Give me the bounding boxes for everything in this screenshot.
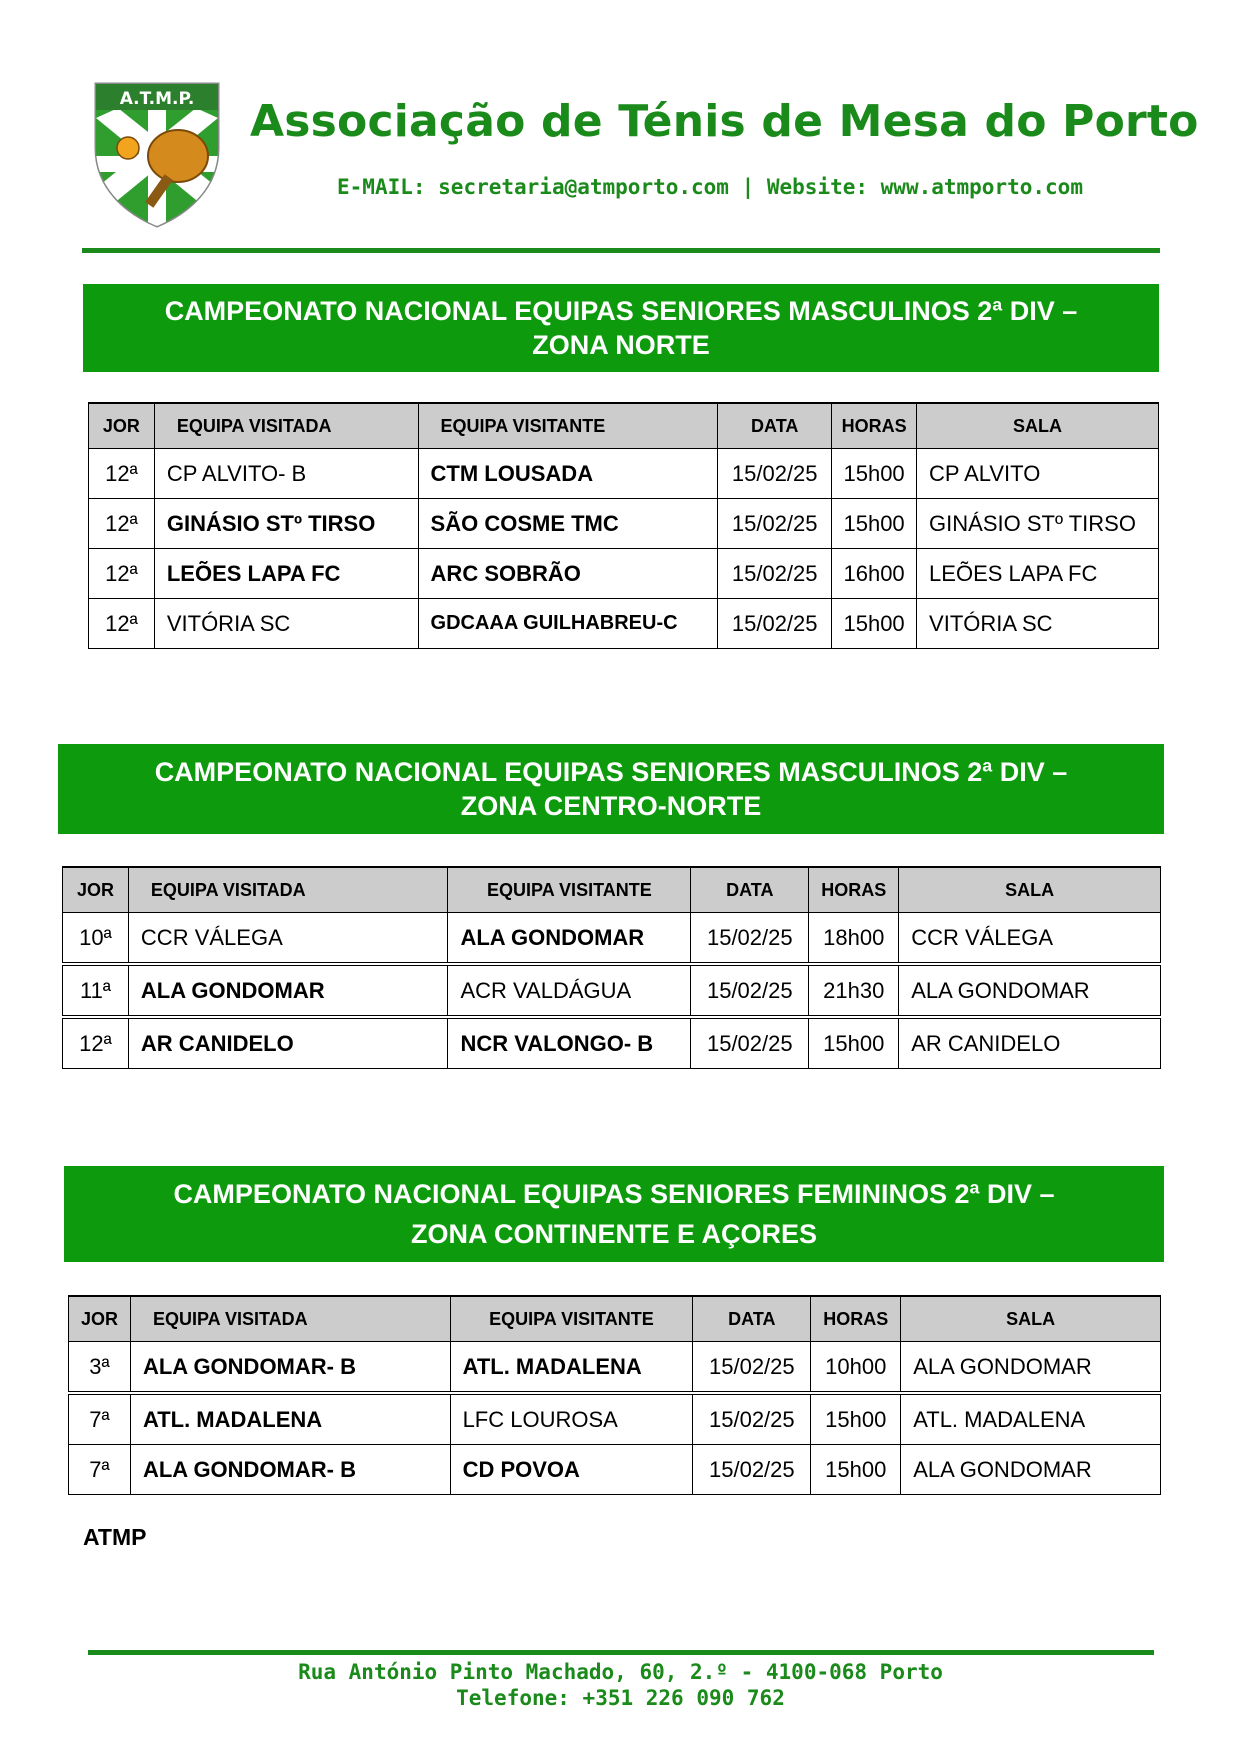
col-equipa-visitada: EQUIPA VISITADA (130, 1296, 450, 1342)
cell-time: 15h00 (832, 599, 917, 649)
cell-home-team: ATL. MADALENA (130, 1393, 450, 1445)
footer-address: Rua António Pinto Machado, 60, 2.º - 4100-068 Porto (298, 1660, 943, 1684)
cell-jor: 7ª (69, 1393, 131, 1445)
cell-away-team: CD POVOA (450, 1445, 693, 1495)
col-equipa-visitante: EQUIPA VISITANTE (418, 403, 718, 449)
col-sala: SALA (901, 1296, 1161, 1342)
cell-away-team: GDCAAA GUILHABREU-C (418, 599, 718, 649)
cell-date: 15/02/25 (718, 449, 832, 499)
cell-away-team: NCR VALONGO- B (448, 1017, 691, 1069)
cell-jor: 12ª (89, 549, 155, 599)
col-equipa-visitante: EQUIPA VISITANTE (448, 867, 691, 913)
cell-time: 15h00 (811, 1393, 901, 1445)
cell-home-team: VITÓRIA SC (154, 599, 418, 649)
cell-date: 15/02/25 (718, 549, 832, 599)
section-banner-zona-continente-acores (64, 1166, 1164, 1262)
cell-away-team: SÃO COSME TMC (418, 499, 718, 549)
table-row (69, 1393, 1161, 1445)
col-horas: HORAS (811, 1296, 901, 1342)
cell-venue: CCR VÁLEGA (899, 913, 1161, 965)
cell-time: 15h00 (832, 499, 917, 549)
cell-away-team: CTM LOUSADA (418, 449, 718, 499)
cell-away-team: LFC LOUROSA (450, 1393, 693, 1445)
cell-jor: 10ª (63, 913, 129, 965)
table-row (89, 449, 1159, 499)
cell-time: 15h00 (809, 1017, 899, 1069)
cell-home-team: AR CANIDELO (128, 1017, 448, 1069)
col-sala: SALA (917, 403, 1159, 449)
cell-date: 15/02/25 (693, 1445, 811, 1495)
organization-name: Associação de Ténis de Mesa do Porto (250, 96, 1199, 147)
table-row (89, 499, 1159, 549)
cell-time: 18h00 (809, 913, 899, 965)
signature: ATMP (83, 1524, 147, 1550)
col-data: DATA (718, 403, 832, 449)
footer-phone: Telefone: +351 226 090 762 (456, 1686, 785, 1710)
cell-home-team: ALA GONDOMAR (128, 964, 448, 1017)
fixtures-table-zona-norte (88, 402, 1159, 649)
cell-venue: ALA GONDOMAR (901, 1445, 1161, 1495)
cell-home-team: CCR VÁLEGA (128, 913, 448, 965)
table-row (63, 964, 1161, 1017)
col-equipa-visitada: EQUIPA VISITADA (154, 403, 418, 449)
cell-venue: ALA GONDOMAR (899, 964, 1161, 1017)
col-horas: HORAS (809, 867, 899, 913)
cell-home-team: ALA GONDOMAR- B (130, 1445, 450, 1495)
table-row (63, 1017, 1161, 1069)
section-banner-zona-centro-norte (58, 744, 1164, 834)
cell-date: 15/02/25 (691, 1017, 809, 1069)
section-title-line2: ZONA CENTRO-NORTE (460, 791, 762, 821)
cell-time: 21h30 (809, 964, 899, 1017)
col-jor: JOR (63, 867, 129, 913)
cell-venue: ALA GONDOMAR (901, 1342, 1161, 1394)
logo-text: A.T.M.P. (119, 89, 195, 109)
cell-home-team: CP ALVITO- B (154, 449, 418, 499)
cell-venue: ATL. MADALENA (901, 1393, 1161, 1445)
col-equipa-visitante: EQUIPA VISITANTE (450, 1296, 693, 1342)
cell-time: 10h00 (811, 1342, 901, 1394)
atmp-logo (88, 78, 226, 228)
contact-info: E-MAIL: secretaria@atmporto.com | Website: www.atmporto.com (337, 175, 1083, 199)
table-header-row (69, 1296, 1161, 1342)
cell-away-team: ATL. MADALENA (450, 1342, 693, 1394)
cell-venue: CP ALVITO (917, 449, 1159, 499)
cell-away-team: ARC SOBRÃO (418, 549, 718, 599)
col-data: DATA (693, 1296, 811, 1342)
cell-away-team: ALA GONDOMAR (448, 913, 691, 965)
cell-venue: GINÁSIO STº TIRSO (917, 499, 1159, 549)
table-row (63, 913, 1161, 965)
cell-date: 15/02/25 (691, 964, 809, 1017)
cell-date: 15/02/25 (718, 599, 832, 649)
table-row (69, 1445, 1161, 1495)
cell-jor: 12ª (89, 599, 155, 649)
header-divider (82, 248, 1160, 253)
section-title-line1: CAMPEONATO NACIONAL EQUIPAS SENIORES MASCULINOS 2ª DIV – (154, 757, 1068, 787)
section-title-line1: CAMPEONATO NACIONAL EQUIPAS SENIORES MASCULINOS 2ª DIV – (164, 296, 1078, 326)
cell-date: 15/02/25 (693, 1342, 811, 1394)
cell-venue: AR CANIDELO (899, 1017, 1161, 1069)
cell-jor: 12ª (89, 449, 155, 499)
footer-divider (88, 1650, 1154, 1655)
fixtures-table-zona-continente-acores (68, 1295, 1161, 1495)
cell-venue: LEÕES LAPA FC (917, 549, 1159, 599)
cell-time: 15h00 (832, 449, 917, 499)
cell-jor: 7ª (69, 1445, 131, 1495)
section-banner-zona-norte (83, 284, 1159, 372)
cell-venue: VITÓRIA SC (917, 599, 1159, 649)
cell-jor: 11ª (63, 964, 129, 1017)
section-title-line2: ZONA CONTINENTE E AÇORES (410, 1219, 817, 1249)
cell-date: 15/02/25 (693, 1393, 811, 1445)
col-equipa-visitada: EQUIPA VISITADA (128, 867, 448, 913)
table-header-row (63, 867, 1161, 913)
cell-away-team: ACR VALDÁGUA (448, 964, 691, 1017)
cell-time: 16h00 (832, 549, 917, 599)
fixtures-table-zona-centro-norte (62, 866, 1161, 1069)
cell-jor: 3ª (69, 1342, 131, 1394)
cell-home-team: GINÁSIO STº TIRSO (154, 499, 418, 549)
col-data: DATA (691, 867, 809, 913)
table-row (89, 599, 1159, 649)
col-jor: JOR (89, 403, 155, 449)
cell-time: 15h00 (811, 1445, 901, 1495)
col-horas: HORAS (832, 403, 917, 449)
section-title-line2: ZONA NORTE (532, 330, 710, 360)
table-header-row (89, 403, 1159, 449)
cell-jor: 12ª (63, 1017, 129, 1069)
cell-date: 15/02/25 (718, 499, 832, 549)
col-sala: SALA (899, 867, 1161, 913)
cell-jor: 12ª (89, 499, 155, 549)
section-title-line1: CAMPEONATO NACIONAL EQUIPAS SENIORES FEMININOS 2ª DIV – (173, 1179, 1055, 1209)
table-row (69, 1342, 1161, 1394)
cell-home-team: LEÕES LAPA FC (154, 549, 418, 599)
col-jor: JOR (69, 1296, 131, 1342)
cell-home-team: ALA GONDOMAR- B (130, 1342, 450, 1394)
table-row (89, 549, 1159, 599)
cell-date: 15/02/25 (691, 913, 809, 965)
